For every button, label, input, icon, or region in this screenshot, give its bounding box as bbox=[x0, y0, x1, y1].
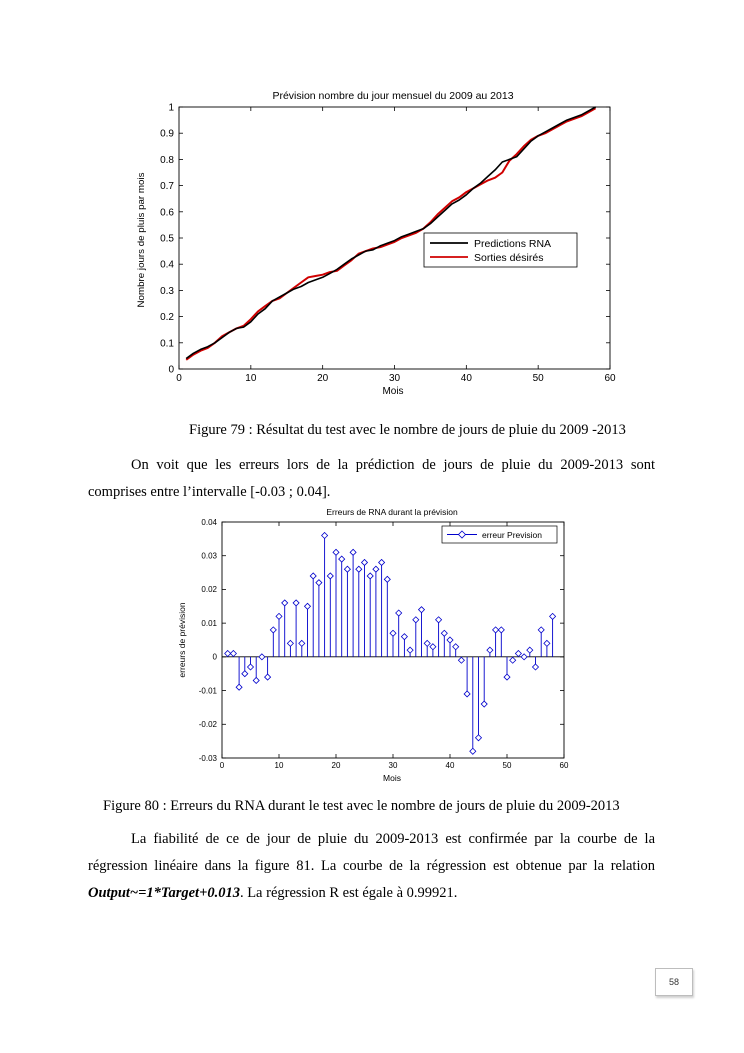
chart2-x-tick-label: 50 bbox=[502, 761, 512, 770]
chart1-x-label: Mois bbox=[382, 386, 404, 397]
page-number: 58 bbox=[655, 968, 693, 996]
error-marker bbox=[430, 644, 436, 650]
error-marker bbox=[476, 735, 482, 741]
error-marker bbox=[510, 657, 516, 663]
paragraph-1: On voit que les erreurs lors de la prédiction de jours de pluie du 2009-2013 sont comprises entre l’intervalle [-0.03 ; 0.04]. bbox=[88, 457, 655, 500]
chart1-y-tick-label: 0.3 bbox=[160, 285, 174, 297]
chart2-x-tick-label: 60 bbox=[559, 761, 569, 770]
error-marker bbox=[253, 677, 259, 683]
chart1-y-tick-label: 0.7 bbox=[160, 181, 174, 193]
chart2-y-tick-label: 0.01 bbox=[201, 618, 217, 628]
error-marker bbox=[419, 607, 425, 613]
chart2-y-tick-label: -0.02 bbox=[198, 720, 217, 730]
error-marker bbox=[362, 559, 368, 565]
error-marker bbox=[396, 610, 402, 616]
error-marker bbox=[487, 647, 493, 653]
error-marker bbox=[413, 617, 419, 623]
error-marker bbox=[367, 573, 373, 579]
error-marker bbox=[305, 603, 311, 609]
error-marker bbox=[282, 600, 288, 606]
error-marker bbox=[401, 634, 407, 640]
chart1-x-tick-label: 10 bbox=[245, 373, 257, 384]
chart2-y-tick-label: 0.04 bbox=[201, 517, 217, 527]
error-marker bbox=[538, 627, 544, 633]
error-marker bbox=[464, 691, 470, 697]
paragraph-2 bbox=[88, 826, 655, 907]
error-marker bbox=[436, 617, 442, 623]
figure-80-caption: Figure 80 : Erreurs du RNA durant le test avec le nombre de jours de pluie du 2009-2013 bbox=[103, 798, 620, 814]
chart2-y-tick-label: 0.03 bbox=[201, 551, 217, 561]
chart1-x-tick-label: 50 bbox=[532, 373, 544, 384]
error-marker bbox=[293, 600, 299, 606]
error-marker bbox=[356, 566, 362, 572]
chart2-x-tick-label: 30 bbox=[388, 761, 398, 770]
chart1-legend bbox=[424, 233, 577, 267]
error-marker bbox=[287, 640, 293, 646]
errors-stem-chart bbox=[0, 500, 744, 790]
error-marker bbox=[493, 627, 499, 633]
chart2-y-tick-label: 0.02 bbox=[201, 585, 217, 595]
chart2-y-tick-label: 0 bbox=[212, 652, 217, 662]
error-marker bbox=[521, 654, 527, 660]
error-marker bbox=[407, 647, 413, 653]
figure-79-caption: Figure 79 : Résultat du test avec le nombre de jours de pluie du 2009 -2013 bbox=[189, 422, 626, 438]
legend-label-desired: Sorties désirés bbox=[474, 252, 544, 264]
chart2-x-tick-label: 10 bbox=[274, 761, 284, 770]
error-marker bbox=[424, 640, 430, 646]
chart2-x-label: Mois bbox=[383, 773, 401, 783]
chart2-legend bbox=[442, 526, 557, 543]
chart1-y-tick-label: 0.9 bbox=[160, 128, 174, 140]
chart2-y-tick-label: -0.03 bbox=[198, 753, 217, 763]
error-marker bbox=[390, 630, 396, 636]
error-marker bbox=[344, 566, 350, 572]
error-marker bbox=[276, 613, 282, 619]
chart1-y-tick-label: 0 bbox=[168, 364, 174, 376]
chart1-x-tick-label: 30 bbox=[388, 373, 401, 384]
legend-label-erreur: erreur Prevision bbox=[482, 530, 542, 540]
forecast-line-chart bbox=[0, 85, 744, 400]
error-marker bbox=[225, 650, 231, 656]
chart1-x-tick-label: 40 bbox=[460, 373, 472, 384]
paragraph-2-text: La fiabilité de ce de jour de pluie du 2009-2013 est confirmée par la courbe de la régression linéaire dans la figure 81. La courbe de la régression est obtenue par la relation bbox=[88, 831, 655, 874]
chart1-x-tick-label: 20 bbox=[317, 373, 329, 384]
error-marker bbox=[498, 627, 504, 633]
error-marker bbox=[350, 549, 356, 555]
chart1-y-tick-label: 0.6 bbox=[160, 207, 174, 219]
error-marker bbox=[470, 748, 476, 754]
error-marker bbox=[327, 573, 333, 579]
error-marker bbox=[384, 576, 390, 582]
paragraph-2-end: . La régression R est égale à 0.99921. bbox=[239, 885, 458, 901]
error-marker bbox=[265, 674, 271, 680]
error-marker bbox=[453, 644, 459, 650]
chart1-y-tick-label: 0.2 bbox=[160, 312, 174, 324]
error-marker bbox=[242, 671, 248, 677]
error-marker bbox=[316, 580, 322, 586]
error-marker bbox=[515, 650, 521, 656]
chart2-plot-area bbox=[199, 518, 569, 770]
error-marker bbox=[458, 657, 464, 663]
chart1-y-tick-label: 1 bbox=[168, 102, 174, 114]
error-marker bbox=[481, 701, 487, 707]
chart2-x-tick-label: 40 bbox=[445, 761, 455, 770]
error-marker bbox=[339, 556, 345, 562]
chart1-x-tick-label: 0 bbox=[176, 373, 182, 384]
error-marker bbox=[441, 630, 447, 636]
chart2-y-label: erreurs de prévision bbox=[177, 602, 187, 678]
legend-label-predictions: Predictions RNA bbox=[474, 238, 552, 250]
regression-formula: Output~=1*Target+0.013 bbox=[88, 885, 240, 901]
error-marker bbox=[310, 573, 316, 579]
error-marker bbox=[550, 613, 556, 619]
error-marker bbox=[504, 674, 510, 680]
error-marker bbox=[447, 637, 453, 643]
error-marker bbox=[248, 664, 254, 670]
error-marker bbox=[333, 549, 339, 555]
error-marker bbox=[533, 664, 539, 670]
error-marker bbox=[299, 640, 305, 646]
error-marker bbox=[259, 654, 265, 660]
error-marker bbox=[527, 647, 533, 653]
error-marker bbox=[373, 566, 379, 572]
chart1-y-tick-label: 0.4 bbox=[160, 259, 174, 271]
chart2-x-tick-label: 0 bbox=[219, 761, 225, 770]
chart1-x-tick-label: 60 bbox=[604, 373, 616, 384]
chart2-title: Erreurs de RNA durant la prévision bbox=[326, 507, 458, 517]
chart2-y-tick-label: -0.01 bbox=[198, 686, 217, 696]
error-marker bbox=[230, 650, 236, 656]
chart1-y-tick-label: 0.8 bbox=[160, 154, 174, 166]
error-marker bbox=[322, 532, 328, 538]
chart2-x-tick-label: 20 bbox=[331, 761, 341, 770]
error-marker bbox=[544, 640, 550, 646]
chart1-y-tick-label: 0.5 bbox=[160, 233, 174, 245]
error-marker bbox=[379, 559, 385, 565]
chart1-y-label: Nombre jours de pluis par mois bbox=[136, 176, 147, 308]
chart1-title: Prévision nombre du jour mensuel du 2009 au 2013 bbox=[272, 90, 514, 102]
error-marker bbox=[236, 684, 242, 690]
chart1-y-tick-label: 0.1 bbox=[160, 338, 174, 350]
error-marker bbox=[270, 627, 276, 633]
